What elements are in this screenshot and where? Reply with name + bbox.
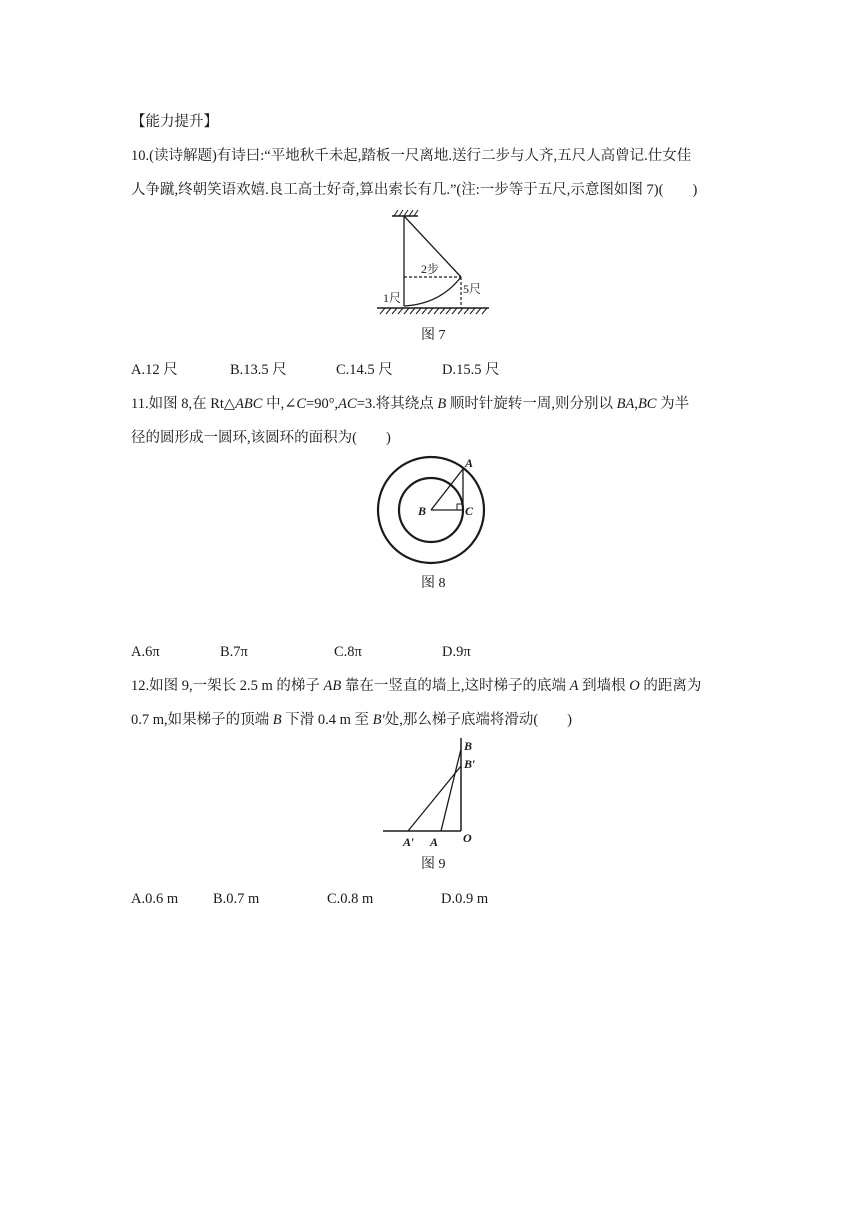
q12-option-d: D.0.9 m: [441, 891, 489, 907]
q10-option-d: D.15.5 尺: [442, 362, 500, 378]
q10-option-b: B.13.5 尺: [230, 362, 287, 378]
q10-option-c: C.14.5 尺: [336, 362, 393, 378]
label-point-b: B: [464, 739, 473, 753]
label-2-steps: 2步: [421, 262, 440, 276]
q10-text-line1: 10.(读诗解题)有诗曰:“平地秋千未起,踏板一尺离地.送行二步与人齐,五尺人高曾记.仕女佳: [131, 148, 692, 164]
figure-7-caption: 图 7: [421, 328, 446, 343]
label-point-o: O: [463, 831, 472, 845]
q12-option-c: C.0.8 m: [327, 891, 374, 907]
q11-option-c: C.8π: [334, 644, 362, 660]
q11-option-a: A.6π: [131, 644, 160, 660]
q11-text-line1: 11.如图 8,在 Rt△ABC 中,∠C=90°,AC=3.将其绕点 B 顺时针旋转一周,则分别以 BA,BC 为半: [131, 396, 690, 412]
q10-text-line2: 人争蹴,终朝笑语欢嬉.良工高士好奇,算出索长有几.”(注:一步等于五尺,示意图如图 7)( ): [131, 182, 698, 198]
q12-text-line2: 0.7 m,如果梯子的顶端 B 下滑 0.4 m 至 B′处,那么梯子底端将滑动( ): [131, 712, 572, 728]
label-point-b: B: [418, 504, 427, 518]
label-1-chi: 1尺: [383, 291, 402, 305]
q10-option-a: A.12 尺: [131, 362, 178, 378]
q12-option-a: A.0.6 m: [131, 891, 179, 907]
q11-option-b: B.7π: [220, 644, 248, 660]
label-point-b-prime: B′: [464, 757, 476, 771]
q12-option-b: B.0.7 m: [213, 891, 260, 907]
label-point-c: C: [465, 504, 474, 518]
label-point-a: A: [465, 456, 474, 470]
section-heading: 【能力提升】: [131, 114, 218, 130]
label-point-a: A: [430, 835, 439, 849]
q12-text-line1: 12.如图 9,一架长 2.5 m 的梯子 AB 靠在一竖直的墙上,这时梯子的底端 A 到墙根 O 的距离为: [131, 678, 702, 694]
figure-9-caption: 图 9: [421, 857, 446, 872]
figure-8-caption: 图 8: [421, 576, 446, 591]
q11-text-line2: 径的圆形成一圆环,该圆环的面积为( ): [131, 430, 391, 446]
label-point-a-prime: A′: [403, 835, 415, 849]
label-5-chi: 5尺: [463, 282, 482, 296]
q11-option-d: D.9π: [442, 644, 471, 660]
